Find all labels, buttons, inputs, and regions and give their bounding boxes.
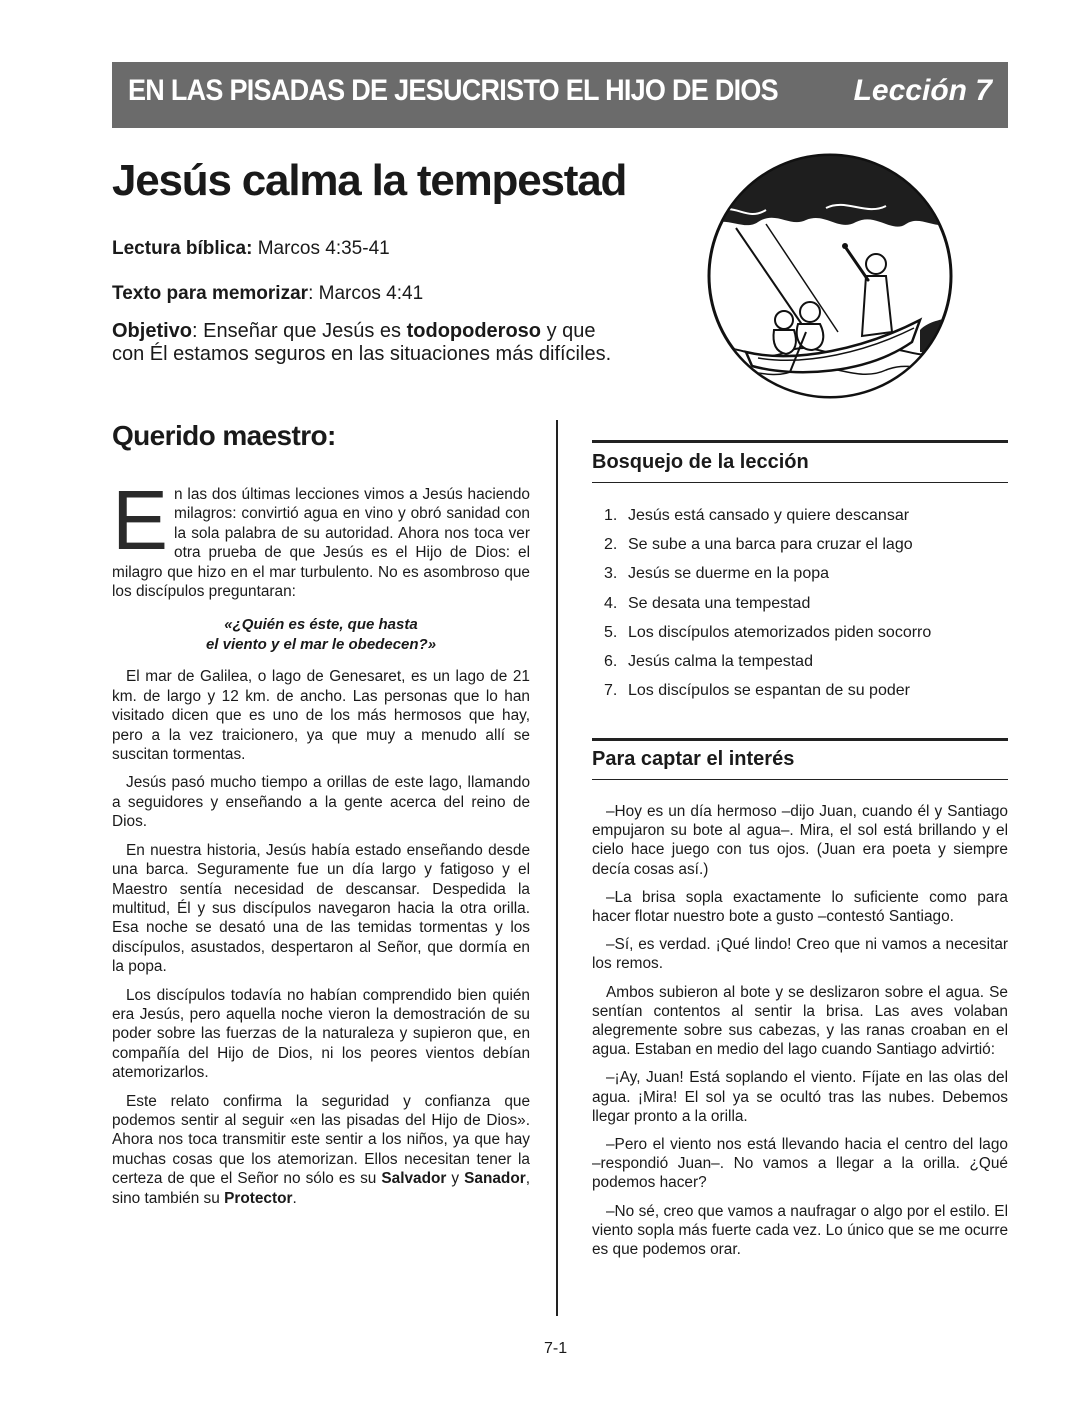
letter-text: , sino también su [112,1170,530,1207]
teacher-letter [112,473,530,1217]
letter-paragraph [112,1092,530,1208]
outline-heading: Bosquejo de la lección [592,451,809,473]
letter-paragraph [112,473,530,601]
lesson-number: Lección 7 [853,74,992,107]
outline-item-text: Jesús se duerme en la popa [628,565,830,583]
outline-item-text: Jesús calma la tempestad [628,652,813,670]
key-quote-line: «¿Quién es éste, que hasta [224,616,418,634]
memory-verse [112,283,423,305]
interest-bottom-rule [592,779,1008,780]
key-quote-line: el viento y el mar le obedecen?» [205,636,437,654]
outline-item-text: Jesús está cansado y quiere descansar [628,507,910,524]
objective-text: : Enseñar que Jesús es [192,320,407,342]
series-title: EN LAS PISADAS DE JESUCRISTO EL HIJO DE DIOS [128,74,778,107]
outline-item-number: 1. [604,507,618,524]
memory-verse-label: Texto para memorizar [112,283,309,304]
letter-text: . [292,1189,297,1207]
letter-paragraph: El mar de Galilea, o lago de Genesaret, es un lago de 21 km. de largo y 12 km. de ancho. Las personas que lo han visitado dicen que es uno de los más hermosos que hay, pero a la vez traicionero, ya que muy a menudo allí se suscitan tormentas. [112,668,530,764]
memory-verse-value: : Marcos 4:41 [308,283,424,304]
outline-item [604,682,931,711]
letter-paragraph: Los discípulos todavía no habían comprendido bien quién era Jesús, pero aquella noche vieron la demostración de su poder sobre las fuerzas de la naturaleza y supieron que, en compañía del Hijo de Dios, ni los peores vientos debían atemorizarlos. [112,986,530,1082]
objective [112,320,632,366]
page-number: 7-1 [544,1340,568,1357]
interest-top-rule [592,738,1008,741]
story-paragraph: –Pero el viento nos está llevando hacia el centro del lago –respondió Juan–. No vamos a llegar a la orilla. ¿Qué podemos hacer? [592,1136,1008,1192]
column-divider [556,420,558,1316]
outline-item-text: Se desata una tempestad [628,594,811,612]
outline-item [604,595,931,624]
story-paragraph: –La brisa sopla exactamente lo suficiente como para hacer flotar nuestro bote a gusto –contestó Santiago. [592,888,1008,926]
letter-paragraph-text: n las dos últimas lecciones vimos a Jesús haciendo milagros: convirtió agua en vino y obró sanidad con la sola palabra de su autoridad. Ahora nos toca ver otra prueba de que Jesús es el Hijo de Dios: el milagro que hizo en el mar turbulento. No es asombroso que los discípulos preguntaran: [112,486,530,601]
boat-storm-illustration-icon [706,152,954,400]
outline-item-text: Se sube a una barca para cruzar el lago [628,536,913,554]
letter-text: y [446,1170,465,1188]
letter-paragraph: En nuestra historia, Jesús había estado enseñando desde una barca. Seguramente fue un día largo y fatigoso y el Maestro sentía necesidad de descansar. Despedida la multitud, Él y sus discípulos navegaron hacia la otra orilla. Esa noche se desató una de las temidas tormentas y los discípulos, asustados, despertaron al Señor, que dormía en la popa. [112,841,530,976]
letter-emphasis: Salvador [381,1170,447,1188]
outline-item [604,565,931,594]
objective-emphasis: todopoderoso [406,320,542,342]
outline-item [604,653,931,682]
page-title: Jesús calma la tempestad [112,156,627,205]
outline-item-number: 4. [604,594,618,612]
outline-item-text: Los discípulos se espantan de su poder [628,682,910,700]
outline-item-text: Los discípulos atemorizados piden socorro [628,623,932,641]
outline-item-number: 5. [604,623,618,641]
story-paragraph: –Hoy es un día hermoso –dijo Juan, cuando él y Santiago empujaron su bote al agua–. Mira, el sol está brillando y el cielo hace juego con tus ojos. (Juan era poeta y siempre decía cosas así.) [592,803,1008,878]
letter-text: Este relato confirma la seguridad y confianza que podemos sentir al seguir «en las pisadas del Hijo de Dios». Ahora nos toca transmitir este sentir a los niños, ya que hay muchas cosas que los atemorizan. Ellos necesitan tener la certeza de que el Señor no sólo es su [112,1092,530,1188]
outline-item-number: 7. [604,682,618,700]
interest-heading: Para captar el interés [592,748,795,770]
outline-item-number: 3. [604,565,618,583]
outline-item-number: 2. [604,536,618,554]
bible-reading-label: Lectura bíblica: [112,238,253,259]
story-paragraph: –¡Ay, Juan! Está soplando el viento. Fíjate en las olas del agua. ¡Mira! El sol ya se ocultó tras las nubes. Debemos llegar pronto a la orilla. [592,1069,1008,1125]
outline-bottom-rule [592,482,1008,483]
letter-paragraph: Jesús pasó mucho tiempo a orillas de este lago, llamando a seguidores y enseñando a la gente acerca del reino de Dios. [112,774,530,831]
outline-item [604,624,931,653]
teacher-greeting-heading: Querido maestro: [112,420,336,451]
interest-story [592,802,1008,1268]
story-paragraph: –Sí, es verdad. ¡Qué lindo! Creo que ni vamos a necesitar los remos. [592,936,1008,973]
outline-top-rule [592,440,1008,443]
series-banner [112,62,1008,128]
story-paragraph: –No sé, creo que vamos a naufragar o algo por el estilo. El viento sopla más fuerte cada vez. Lo único que se me ocurre es que podemos orar. [592,1202,1008,1259]
drop-cap: E [112,473,169,567]
letter-emphasis: Protector [224,1189,293,1207]
objective-label: Objetivo [112,320,193,342]
bible-reading [112,238,390,260]
key-quote [112,615,530,655]
outline-item [604,536,931,565]
objective-text-end: y que con Él estamos seguros en las situaciones más difíciles. [112,320,612,365]
outline-item-number: 6. [604,652,618,670]
lesson-outline [604,507,931,711]
story-paragraph: Ambos subieron al bote y se deslizaron sobre el agua. Se sentían contentos al sentir la brisa. Las aves volaban alegremente sobre sus cabezas, y las ranas croaban en el agua. Estaban en medio del lago cuando Santiago advirtió: [592,983,1008,1059]
outline-item [604,507,931,536]
bible-reading-value: Marcos 4:35-41 [252,238,390,259]
letter-emphasis: Sanador [464,1170,526,1188]
